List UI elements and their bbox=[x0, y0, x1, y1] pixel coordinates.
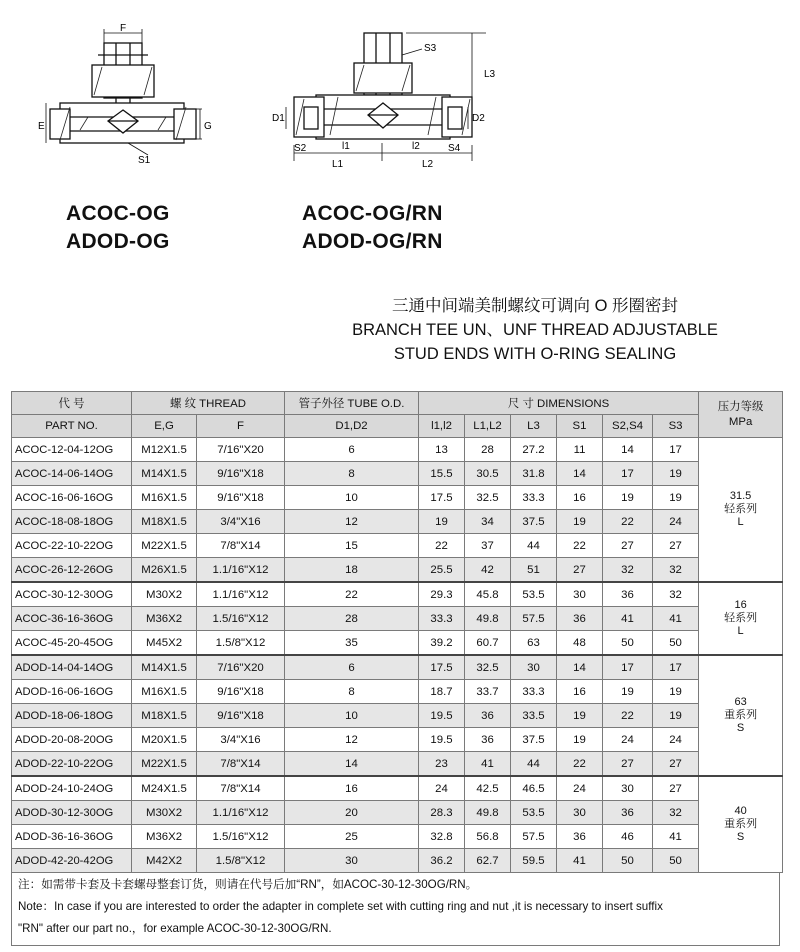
model-label-right bbox=[302, 200, 443, 256]
table-cell: 22 bbox=[603, 510, 653, 534]
table-row bbox=[12, 582, 783, 607]
part-number-cell: ADOD-20-08-20OG bbox=[12, 728, 132, 752]
table-cell: 16 bbox=[557, 680, 603, 704]
table-cell: 12 bbox=[285, 728, 419, 752]
model-acoc-og: ACOC-OG bbox=[66, 202, 170, 225]
table-cell: 25 bbox=[285, 825, 419, 849]
table-cell: 36 bbox=[465, 704, 511, 728]
part-number-cell: ADOD-24-10-24OG bbox=[12, 776, 132, 801]
table-cell: 19 bbox=[557, 728, 603, 752]
table-cell: 13 bbox=[419, 438, 465, 462]
table-cell: 24 bbox=[603, 728, 653, 752]
table-cell: M16X1.5 bbox=[132, 680, 197, 704]
table-cell: 17 bbox=[603, 462, 653, 486]
part-number-cell: ACOC-30-12-30OG bbox=[12, 582, 132, 607]
pressure-series: 轻系列 bbox=[724, 612, 758, 624]
table-cell: 9/16"X18 bbox=[197, 462, 285, 486]
dim-label-s4: S4 bbox=[448, 143, 461, 154]
table-cell: M12X1.5 bbox=[132, 438, 197, 462]
table-row bbox=[12, 801, 783, 825]
table-cell: 41 bbox=[557, 849, 603, 873]
table-cell: 1.1/16"X12 bbox=[197, 582, 285, 607]
table-cell: 36 bbox=[557, 607, 603, 631]
table-cell: 27 bbox=[653, 776, 699, 801]
header-pressure bbox=[699, 392, 783, 438]
table-cell: 1.5/16"X12 bbox=[197, 825, 285, 849]
table-cell: 10 bbox=[285, 486, 419, 510]
table-cell: 12 bbox=[285, 510, 419, 534]
dim-label-g: G bbox=[204, 121, 212, 132]
pressure-group-cell bbox=[699, 776, 783, 873]
table-cell: 30 bbox=[511, 655, 557, 680]
table-cell: 51 bbox=[511, 558, 557, 583]
table-cell: 57.5 bbox=[511, 607, 557, 631]
part-number-cell: ADOD-36-16-36OG bbox=[12, 825, 132, 849]
pressure-series: 轻系列 bbox=[724, 503, 758, 515]
table-cell: 30 bbox=[557, 582, 603, 607]
table-row bbox=[12, 534, 783, 558]
header-thread: 螺 纹 THREAD bbox=[132, 392, 285, 415]
table-cell: 15 bbox=[285, 534, 419, 558]
table-cell: M36X2 bbox=[132, 607, 197, 631]
table-cell: 59.5 bbox=[511, 849, 557, 873]
table-cell: 9/16"X18 bbox=[197, 680, 285, 704]
title-chinese: 三通中间端美制螺纹可调向 O 形圈密封 bbox=[391, 297, 678, 315]
title-english-line1: BRANCH TEE UN、UNF THREAD ADJUSTABLE bbox=[352, 321, 718, 339]
table-cell: 8 bbox=[285, 462, 419, 486]
table-cell: 36.2 bbox=[419, 849, 465, 873]
table-cell: 45.8 bbox=[465, 582, 511, 607]
table-cell: 14 bbox=[557, 462, 603, 486]
header-row-1 bbox=[12, 392, 783, 415]
part-number-cell: ACOC-16-06-16OG bbox=[12, 486, 132, 510]
table-cell: 50 bbox=[653, 849, 699, 873]
table-cell: 17.5 bbox=[419, 486, 465, 510]
pressure-value: 16 bbox=[734, 599, 747, 611]
table-cell: 19 bbox=[603, 680, 653, 704]
table-cell: 17 bbox=[603, 655, 653, 680]
part-number-cell: ACOC-22-10-22OG bbox=[12, 534, 132, 558]
dim-label-d2: D2 bbox=[472, 113, 485, 124]
dim-label-l3: L3 bbox=[484, 69, 496, 80]
table-cell: M36X2 bbox=[132, 825, 197, 849]
table-cell: 19 bbox=[557, 510, 603, 534]
header-s3: S3 bbox=[653, 415, 699, 438]
pressure-group-cell bbox=[699, 438, 783, 583]
table-cell: 17 bbox=[653, 438, 699, 462]
table-cell: 27 bbox=[603, 534, 653, 558]
table-cell: 14 bbox=[557, 655, 603, 680]
table-cell: 27 bbox=[603, 752, 653, 777]
part-number-cell: ACOC-26-12-26OG bbox=[12, 558, 132, 583]
table-cell: 33.3 bbox=[511, 680, 557, 704]
table-cell: 41 bbox=[603, 607, 653, 631]
table-cell: 46 bbox=[603, 825, 653, 849]
table-cell: 19 bbox=[419, 510, 465, 534]
table-cell: 10 bbox=[285, 704, 419, 728]
pressure-group-cell bbox=[699, 655, 783, 776]
table-cell: 41 bbox=[653, 825, 699, 849]
table-cell: 1.1/16"X12 bbox=[197, 558, 285, 583]
table-row bbox=[12, 704, 783, 728]
table-row bbox=[12, 776, 783, 801]
table-cell: 50 bbox=[653, 631, 699, 656]
table-row bbox=[12, 655, 783, 680]
table-cell: 35 bbox=[285, 631, 419, 656]
part-number-cell: ADOD-30-12-30OG bbox=[12, 801, 132, 825]
table-cell: M22X1.5 bbox=[132, 752, 197, 777]
table-cell: 25.5 bbox=[419, 558, 465, 583]
pressure-series: 重系列 bbox=[724, 709, 758, 721]
header-row-2 bbox=[12, 415, 783, 438]
table-cell: 62.7 bbox=[465, 849, 511, 873]
table-cell: 3/4"X16 bbox=[197, 510, 285, 534]
table-cell: 20 bbox=[285, 801, 419, 825]
dim-label-l2: L2 bbox=[422, 159, 434, 170]
table-cell: 8 bbox=[285, 680, 419, 704]
pressure-group-cell bbox=[699, 582, 783, 655]
note-chinese: 注：如需带卡套及卡套螺母整套订货，则请在代号后加“RN”，如ACOC-30-12-30OG/RN。 bbox=[18, 878, 478, 891]
table-cell: 15.5 bbox=[419, 462, 465, 486]
table-cell: 1.5/8"X12 bbox=[197, 631, 285, 656]
table-cell: M30X2 bbox=[132, 582, 197, 607]
table-cell: 22 bbox=[419, 534, 465, 558]
model-acoc-og-rn: ACOC-OG/RN bbox=[302, 202, 443, 225]
table-cell: 6 bbox=[285, 655, 419, 680]
table-body bbox=[12, 438, 783, 873]
table-cell: M14X1.5 bbox=[132, 655, 197, 680]
table-cell: 16 bbox=[285, 776, 419, 801]
table-cell: M14X1.5 bbox=[132, 462, 197, 486]
table-row bbox=[12, 680, 783, 704]
table-cell: 30 bbox=[603, 776, 653, 801]
table-cell: 32 bbox=[653, 582, 699, 607]
table-cell: 30 bbox=[285, 849, 419, 873]
table-row bbox=[12, 825, 783, 849]
table-cell: 32 bbox=[603, 558, 653, 583]
dim-label-l1: L1 bbox=[332, 159, 344, 170]
table-cell: 32 bbox=[653, 558, 699, 583]
pressure-value: 40 bbox=[734, 805, 747, 817]
table-cell: 19 bbox=[653, 704, 699, 728]
table-cell: 18.7 bbox=[419, 680, 465, 704]
table-cell: M26X1.5 bbox=[132, 558, 197, 583]
note-english-line1: Note：In case if you are interested to order the adapter in complete set with cutting ring and nut ,it is necessary to insert suffix bbox=[18, 900, 663, 913]
table-cell: 30.5 bbox=[465, 462, 511, 486]
pressure-letter: S bbox=[736, 831, 745, 843]
header-l1l2: L1,L2 bbox=[465, 415, 511, 438]
table-cell: 19 bbox=[557, 704, 603, 728]
table-cell: 42 bbox=[465, 558, 511, 583]
table-cell: 9/16"X18 bbox=[197, 486, 285, 510]
table-cell: 9/16"X18 bbox=[197, 704, 285, 728]
table-cell: 32.5 bbox=[465, 655, 511, 680]
table-cell: 33.5 bbox=[511, 704, 557, 728]
header-pressure-label: 压力等级 bbox=[717, 400, 764, 413]
table-cell: 27 bbox=[557, 558, 603, 583]
table-cell: 29.3 bbox=[419, 582, 465, 607]
table-cell: 50 bbox=[603, 849, 653, 873]
table-cell: 42.5 bbox=[465, 776, 511, 801]
table-cell: 32.5 bbox=[465, 486, 511, 510]
dim-label-f: F bbox=[120, 23, 127, 34]
table-row bbox=[12, 438, 783, 462]
pressure-letter: L bbox=[737, 516, 744, 528]
note-english-line2: "RN" after our part no.，for example ACOC-30-12-30OG/RN. bbox=[18, 922, 332, 935]
table-cell: 57.5 bbox=[511, 825, 557, 849]
table-cell: 37.5 bbox=[511, 510, 557, 534]
table-cell: 22 bbox=[603, 704, 653, 728]
table-cell: 37.5 bbox=[511, 728, 557, 752]
part-number-cell: ACOC-14-06-14OG bbox=[12, 462, 132, 486]
table-cell: 18 bbox=[285, 558, 419, 583]
table-cell: M20X1.5 bbox=[132, 728, 197, 752]
table-cell: 17 bbox=[653, 655, 699, 680]
header-part-no: PART NO. bbox=[12, 415, 132, 438]
table-cell: 27 bbox=[653, 752, 699, 777]
header-pressure-unit: MPa bbox=[728, 415, 753, 428]
part-number-cell: ADOD-18-06-18OG bbox=[12, 704, 132, 728]
dim-label-l1-small: l1 bbox=[342, 141, 350, 152]
table-cell: 28.3 bbox=[419, 801, 465, 825]
table-cell: 44 bbox=[511, 534, 557, 558]
table-cell: 44 bbox=[511, 752, 557, 777]
table-cell: 48 bbox=[557, 631, 603, 656]
table-row bbox=[12, 728, 783, 752]
table-cell: 24 bbox=[653, 728, 699, 752]
table-cell: 6 bbox=[285, 438, 419, 462]
pressure-letter: L bbox=[737, 625, 744, 637]
header-code: 代 号 bbox=[12, 392, 132, 415]
table-cell: 60.7 bbox=[465, 631, 511, 656]
table-cell: 22 bbox=[557, 752, 603, 777]
table-cell: M45X2 bbox=[132, 631, 197, 656]
table-cell: 7/8"X14 bbox=[197, 752, 285, 777]
table-cell: M18X1.5 bbox=[132, 704, 197, 728]
table-cell: 7/16"X20 bbox=[197, 438, 285, 462]
part-number-cell: ACOC-18-08-18OG bbox=[12, 510, 132, 534]
table-row bbox=[12, 558, 783, 583]
table-cell: M24X1.5 bbox=[132, 776, 197, 801]
table-cell: 46.5 bbox=[511, 776, 557, 801]
table-cell: 33.3 bbox=[419, 607, 465, 631]
table-cell: 32 bbox=[653, 801, 699, 825]
header-s2s4: S2,S4 bbox=[603, 415, 653, 438]
table-cell: 50 bbox=[603, 631, 653, 656]
table-cell: 49.8 bbox=[465, 801, 511, 825]
table-cell: 36 bbox=[557, 825, 603, 849]
table-cell: 17.5 bbox=[419, 655, 465, 680]
table-cell: 19 bbox=[603, 486, 653, 510]
table-cell: 53.5 bbox=[511, 582, 557, 607]
table-cell: 7/16"X20 bbox=[197, 655, 285, 680]
table-cell: M18X1.5 bbox=[132, 510, 197, 534]
dim-label-l2-small: l2 bbox=[412, 141, 420, 152]
table-row bbox=[12, 462, 783, 486]
part-number-cell: ADOD-16-06-16OG bbox=[12, 680, 132, 704]
pressure-series: 重系列 bbox=[724, 818, 758, 830]
model-adod-og: ADOD-OG bbox=[66, 230, 170, 253]
header-l1l2-small: l1,l2 bbox=[419, 415, 465, 438]
table-cell: 36 bbox=[465, 728, 511, 752]
table-cell: 7/8"X14 bbox=[197, 534, 285, 558]
dimensions-table-wrapper bbox=[11, 391, 782, 873]
table-cell: 3/4"X16 bbox=[197, 728, 285, 752]
model-label-left bbox=[66, 200, 170, 256]
table-cell: 49.8 bbox=[465, 607, 511, 631]
table-cell: 14 bbox=[285, 752, 419, 777]
tee-fitting-drawing-left bbox=[40, 25, 215, 175]
table-cell: 56.8 bbox=[465, 825, 511, 849]
table-cell: 19.5 bbox=[419, 704, 465, 728]
table-cell: 16 bbox=[557, 486, 603, 510]
table-cell: 1.1/16"X12 bbox=[197, 801, 285, 825]
table-row bbox=[12, 849, 783, 873]
table-cell: 22 bbox=[557, 534, 603, 558]
pressure-value: 31.5 bbox=[729, 490, 752, 502]
table-row bbox=[12, 631, 783, 656]
table-cell: 24 bbox=[557, 776, 603, 801]
table-cell: 1.5/8"X12 bbox=[197, 849, 285, 873]
table-cell: 7/8"X14 bbox=[197, 776, 285, 801]
table-cell: M22X1.5 bbox=[132, 534, 197, 558]
table-cell: 33.7 bbox=[465, 680, 511, 704]
header-eg: E,G bbox=[132, 415, 197, 438]
dim-label-s3: S3 bbox=[424, 43, 437, 54]
table-row bbox=[12, 510, 783, 534]
table-cell: M30X2 bbox=[132, 801, 197, 825]
part-number-cell: ADOD-14-04-14OG bbox=[12, 655, 132, 680]
part-number-cell: ACOC-12-04-12OG bbox=[12, 438, 132, 462]
table-cell: 63 bbox=[511, 631, 557, 656]
header-tube: 管子外径 TUBE O.D. bbox=[285, 392, 419, 415]
product-title bbox=[300, 294, 770, 366]
table-row bbox=[12, 752, 783, 777]
table-cell: 24 bbox=[419, 776, 465, 801]
part-number-cell: ACOC-45-20-45OG bbox=[12, 631, 132, 656]
table-row bbox=[12, 486, 783, 510]
header-s1: S1 bbox=[557, 415, 603, 438]
table-cell: 32.8 bbox=[419, 825, 465, 849]
tee-fitting-drawing-right bbox=[272, 25, 504, 175]
part-number-cell: ADOD-42-20-42OG bbox=[12, 849, 132, 873]
dim-label-s1: S1 bbox=[138, 155, 151, 166]
table-cell: 19.5 bbox=[419, 728, 465, 752]
pressure-value: 63 bbox=[734, 696, 747, 708]
header-dimensions: 尺 寸 DIMENSIONS bbox=[419, 392, 699, 415]
dim-label-d1: D1 bbox=[272, 113, 285, 124]
header-d1d2: D1,D2 bbox=[285, 415, 419, 438]
header-l3: L3 bbox=[511, 415, 557, 438]
table-row bbox=[12, 607, 783, 631]
table-cell: 36 bbox=[603, 582, 653, 607]
table-cell: M42X2 bbox=[132, 849, 197, 873]
table-cell: 39.2 bbox=[419, 631, 465, 656]
table-cell: 30 bbox=[557, 801, 603, 825]
table-cell: 28 bbox=[285, 607, 419, 631]
table-cell: 34 bbox=[465, 510, 511, 534]
pressure-letter: S bbox=[736, 722, 745, 734]
table-cell: 37 bbox=[465, 534, 511, 558]
table-cell: 33.3 bbox=[511, 486, 557, 510]
part-number-cell: ADOD-22-10-22OG bbox=[12, 752, 132, 777]
table-cell: 27.2 bbox=[511, 438, 557, 462]
table-cell: 19 bbox=[653, 680, 699, 704]
table-cell: 14 bbox=[603, 438, 653, 462]
table-cell: 31.8 bbox=[511, 462, 557, 486]
table-cell: 19 bbox=[653, 462, 699, 486]
table-cell: 36 bbox=[603, 801, 653, 825]
table-cell: 41 bbox=[653, 607, 699, 631]
table-cell: 23 bbox=[419, 752, 465, 777]
table-cell: 53.5 bbox=[511, 801, 557, 825]
table-cell: 28 bbox=[465, 438, 511, 462]
table-cell: 27 bbox=[653, 534, 699, 558]
table-cell: 24 bbox=[653, 510, 699, 534]
part-number-cell: ACOC-36-16-36OG bbox=[12, 607, 132, 631]
table-cell: 11 bbox=[557, 438, 603, 462]
dim-label-s2: S2 bbox=[294, 143, 307, 154]
table-cell: 41 bbox=[465, 752, 511, 777]
dim-label-e: E bbox=[38, 121, 45, 132]
title-english-line2: STUD ENDS WITH O-RING SEALING bbox=[393, 345, 677, 363]
order-note bbox=[11, 872, 780, 946]
model-adod-og-rn: ADOD-OG/RN bbox=[302, 230, 443, 253]
header-f: F bbox=[197, 415, 285, 438]
table-cell: 19 bbox=[653, 486, 699, 510]
dimensions-table bbox=[11, 391, 783, 873]
table-cell: 22 bbox=[285, 582, 419, 607]
table-cell: 1.5/16"X12 bbox=[197, 607, 285, 631]
table-cell: M16X1.5 bbox=[132, 486, 197, 510]
